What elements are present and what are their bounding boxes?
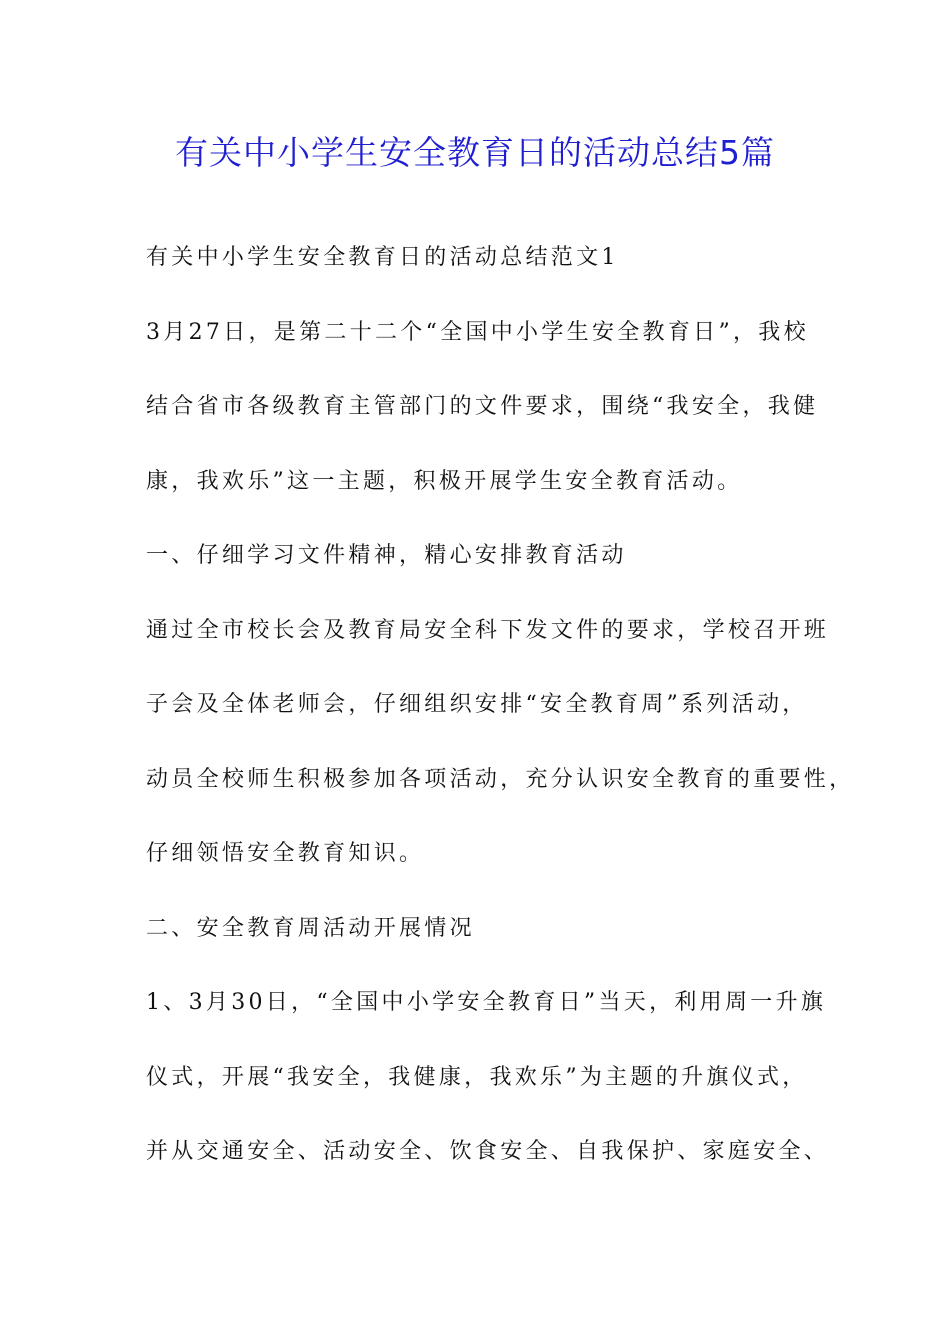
paragraph-line: 通过全市校长会及教育局安全科下发文件的要求，学校召开班 [146, 617, 830, 643]
paragraph-line: 并从交通安全、活动安全、饮食安全、自我保护、家庭安全、 [146, 1139, 830, 1164]
paragraph-line: 子会及全体老师会，仔细组织安排“安全教育周”系列活动， [146, 692, 808, 717]
paragraph-line: 动员全校师生积极参加各项活动，充分认识安全教育的重要性， [146, 766, 855, 792]
section-heading-1: 有关中小学生安全教育日的活动总结范文1 [146, 245, 619, 270]
paragraph-line: 康，我欢乐”这一主题，积极开展学生安全教育活动。 [146, 468, 743, 494]
paragraph-line: 1、3月30日，“全国中小学安全教育日”当天，利用周一升旗 [146, 990, 827, 1015]
document-title: 有关中小学生安全教育日的活动总结5篇 [175, 133, 775, 172]
paragraph-line: 仪式，开展“我安全，我健康，我欢乐”为主题的升旗仪式， [146, 1064, 808, 1090]
document-body [146, 238, 855, 1207]
subheading-1: 一、仔细学习文件精神，精心安排教育活动 [146, 543, 627, 568]
paragraph-line: 仔细领悟安全教育知识。 [146, 841, 425, 866]
subheading-2: 二、安全教育周活动开展情况 [146, 915, 475, 941]
paragraph-line: 3月27日，是第二十二个“全国中小学生安全教育日”，我校 [146, 319, 809, 345]
paragraph-line: 结合省市各级教育主管部门的文件要求，围绕“我安全，我健 [146, 394, 819, 419]
